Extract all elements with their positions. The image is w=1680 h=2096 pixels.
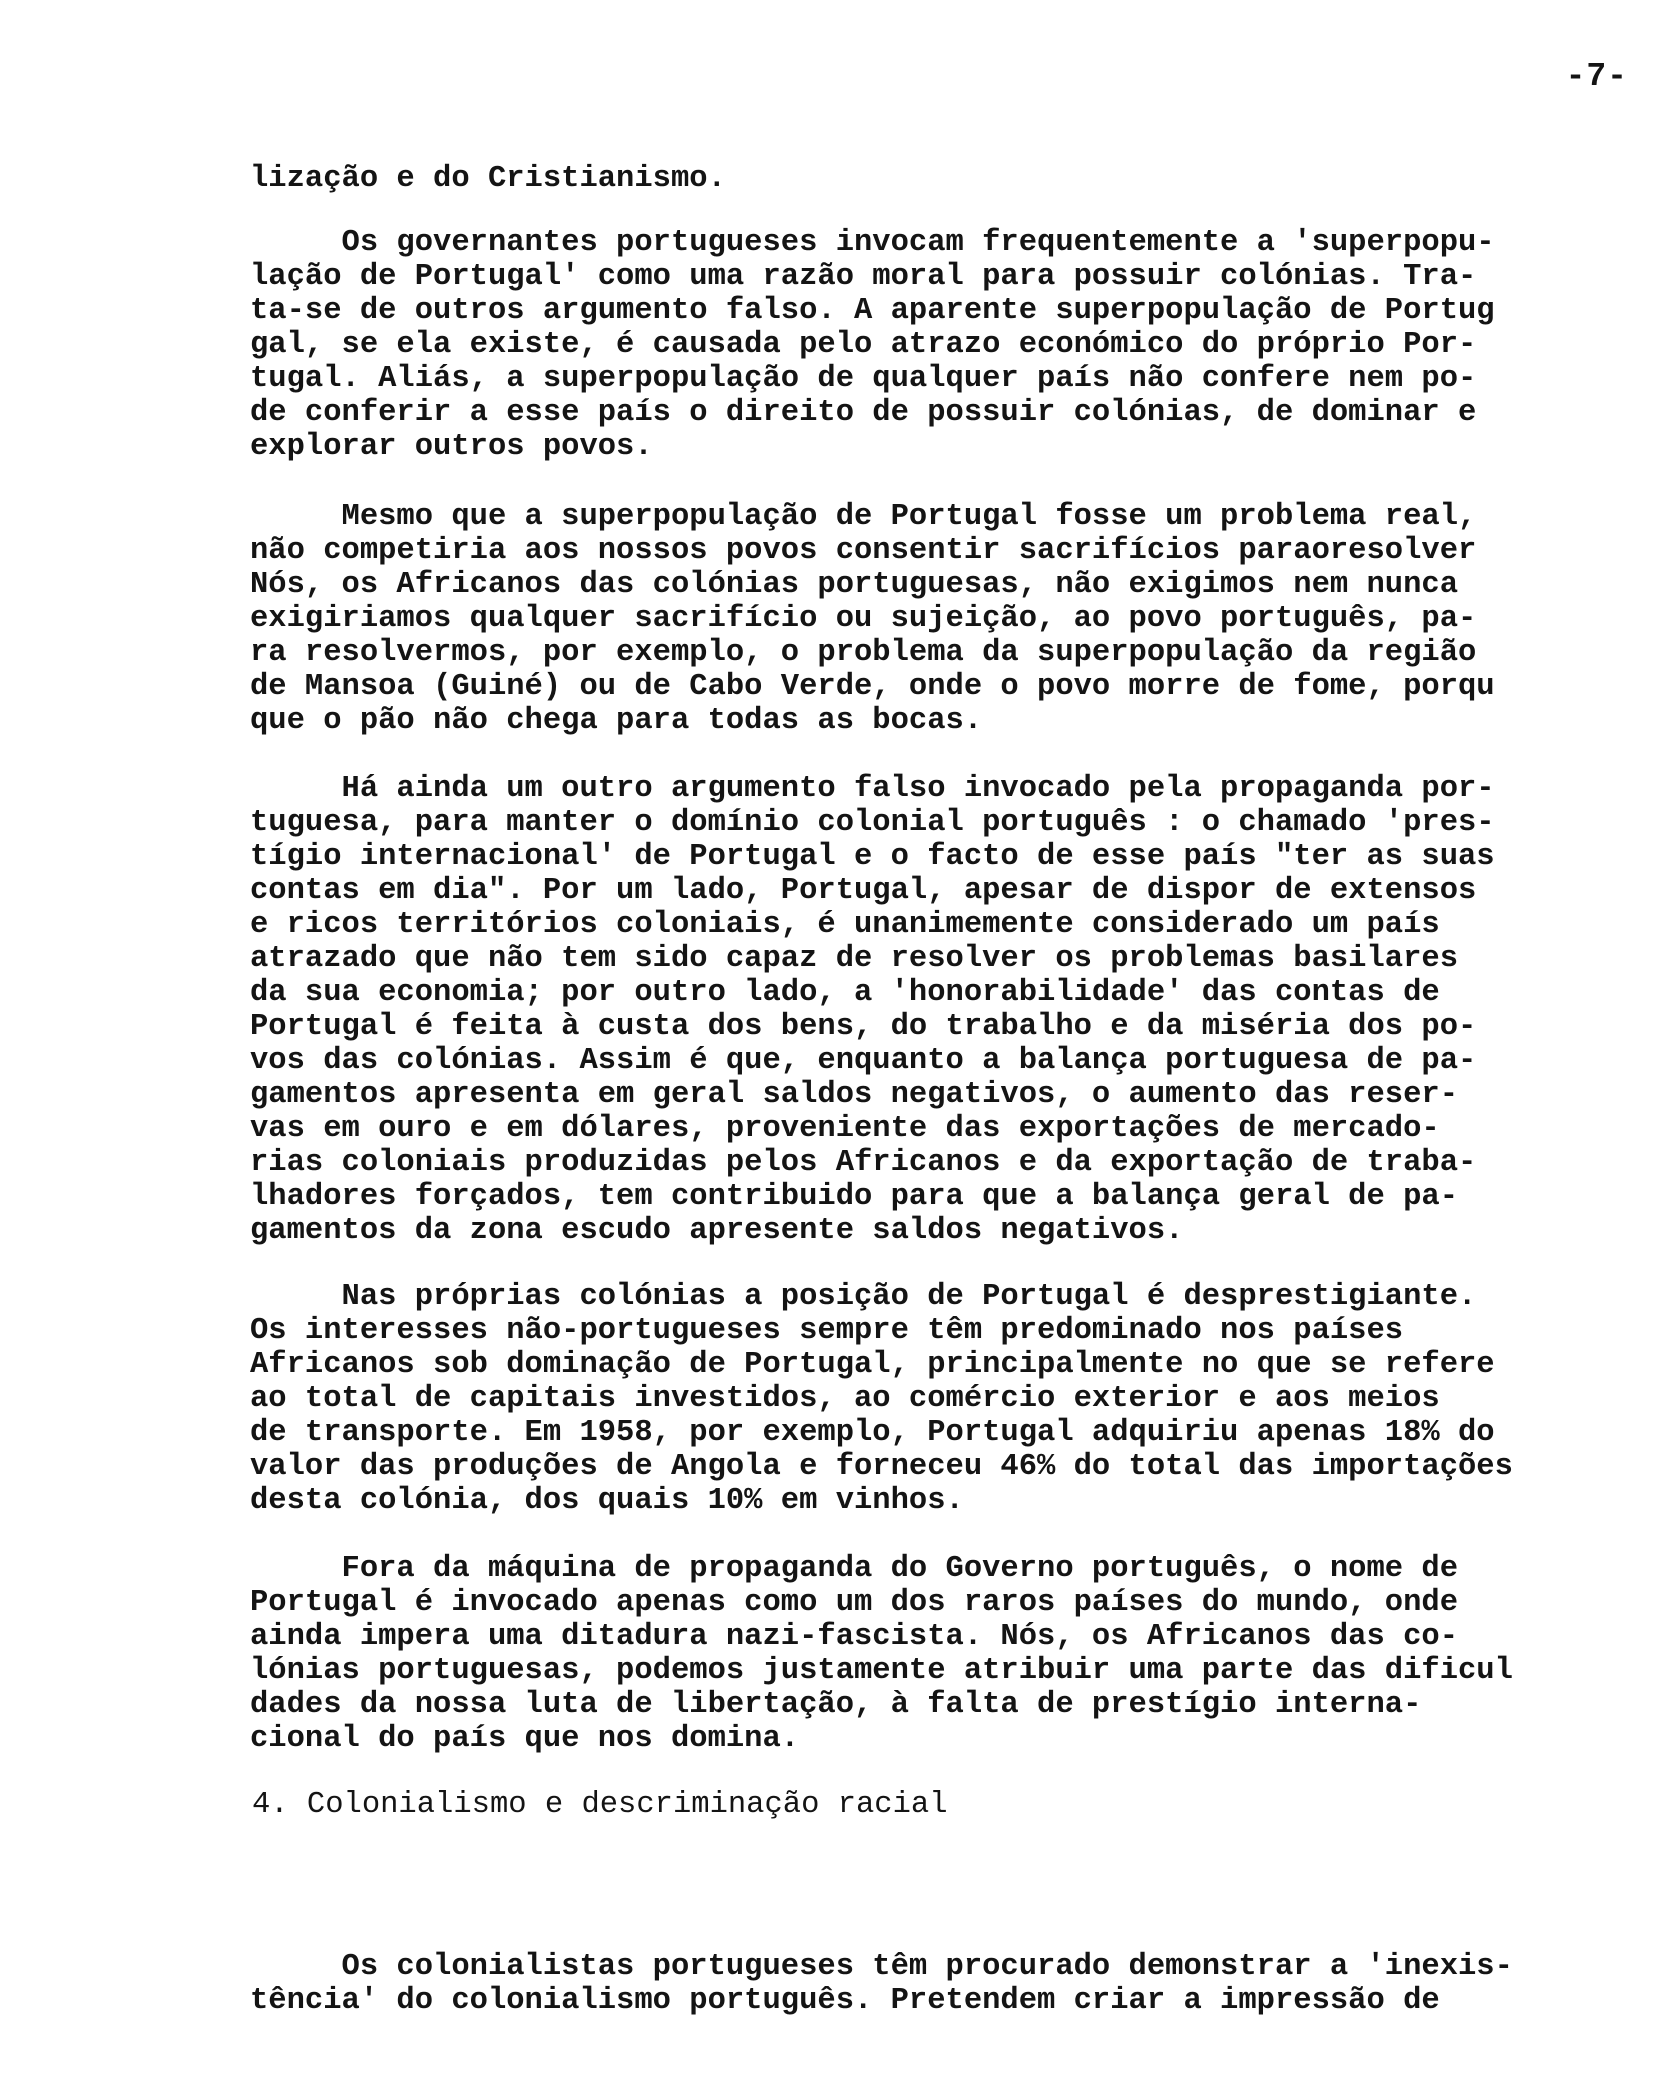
text-line: lação de Portugal' como uma razão moral para possuir colónias. Tra-: [250, 260, 1477, 294]
text-line: tígio internacional' de Portugal e o facto de esse país "ter as suas: [250, 840, 1495, 874]
text-line: Os interesses não-portugueses sempre têm predominado nos países: [250, 1314, 1404, 1348]
text-line: ao total de capitais investidos, ao comércio exterior e aos meios: [250, 1382, 1440, 1416]
text-line: Os colonialistas portugueses têm procurado demonstrar a 'inexis-: [250, 1950, 1513, 1984]
text-line: ta-se de outros argumento falso. A aparente superpopulação de Portug: [250, 294, 1495, 328]
text-line: Nós, os Africanos das colónias portuguesas, não exigimos nem nunca: [250, 568, 1458, 602]
text-line: exigiriamos qualquer sacrifício ou sujeição, ao povo português, pa-: [250, 602, 1477, 636]
text-line: Nas próprias colónias a posição de Portugal é desprestigiante.: [250, 1280, 1477, 1314]
page-number: -7-: [1565, 58, 1628, 95]
text-line: Os governantes portugueses invocam frequentemente a 'superpopu-: [250, 226, 1495, 260]
text-line: lhadores forçados, tem contribuido para que a balança geral de pa-: [250, 1180, 1458, 1214]
text-line: da sua economia; por outro lado, a 'honorabilidade' das contas de: [250, 976, 1440, 1010]
text-line: gamentos da zona escudo apresente saldos negativos.: [250, 1214, 1184, 1248]
text-line: vos das colónias. Assim é que, enquanto a balança portuguesa de pa-: [250, 1044, 1477, 1078]
text-line: desta colónia, dos quais 10% em vinhos.: [250, 1484, 964, 1518]
text-line: tuguesa, para manter o domínio colonial português : o chamado 'pres-: [250, 806, 1495, 840]
text-line: contas em dia". Por um lado, Portugal, apesar de dispor de extensos: [250, 874, 1477, 908]
text-line: e ricos territórios coloniais, é unanimemente considerado um país: [250, 908, 1440, 942]
text-line: lónias portuguesas, podemos justamente atribuir uma parte das dificul: [250, 1654, 1513, 1688]
text-line: Portugal é invocado apenas como um dos raros países do mundo, onde: [250, 1586, 1458, 1620]
text-line: rias coloniais produzidas pelos Africanos e da exportação de traba-: [250, 1146, 1477, 1180]
text-line: de conferir a esse país o direito de possuir colónias, de dominar e: [250, 396, 1477, 430]
text-line: de Mansoa (Guiné) ou de Cabo Verde, onde o povo morre de fome, porqu: [250, 670, 1495, 704]
text-line: vas em ouro e em dólares, proveniente das exportações de mercado-: [250, 1112, 1440, 1146]
text-line: atrazado que não tem sido capaz de resolver os problemas basilares: [250, 942, 1458, 976]
text-line: cional do país que nos domina.: [250, 1722, 800, 1756]
text-line: lização e do Cristianismo.: [250, 162, 726, 196]
text-line: não competiria aos nossos povos consentir sacrifícios paraoresolver: [250, 534, 1477, 568]
text-line: Portugal é feita à custa dos bens, do trabalho e da miséria dos po-: [250, 1010, 1477, 1044]
text-line: Africanos sob dominação de Portugal, principalmente no que se refere: [250, 1348, 1495, 1382]
text-line: explorar outros povos.: [250, 430, 653, 464]
text-line: gal, se ela existe, é causada pelo atrazo económico do próprio Por-: [250, 328, 1477, 362]
text-line: valor das produções de Angola e forneceu 46% do total das importações: [250, 1450, 1513, 1484]
text-line: que o pão não chega para todas as bocas.: [250, 704, 983, 738]
text-line: de transporte. Em 1958, por exemplo, Portugal adquiriu apenas 18% do: [250, 1416, 1495, 1450]
text-line: dades da nossa luta de libertação, à falta de prestígio interna-: [250, 1688, 1422, 1722]
text-line: Fora da máquina de propaganda do Governo português, o nome de: [250, 1552, 1458, 1586]
text-line: Há ainda um outro argumento falso invocado pela propaganda por-: [250, 772, 1495, 806]
text-line: ra resolvermos, por exemplo, o problema da superpopulação da região: [250, 636, 1477, 670]
text-line: gamentos apresenta em geral saldos negativos, o aumento das reser-: [250, 1078, 1458, 1112]
text-line: Mesmo que a superpopulação de Portugal fosse um problema real,: [250, 500, 1477, 534]
section-heading: 4. Colonialismo e descriminação racial: [252, 1788, 948, 1822]
text-line: tugal. Aliás, a superpopulação de qualquer país não confere nem po-: [250, 362, 1477, 396]
text-line: ainda impera uma ditadura nazi-fascista. Nós, os Africanos das co-: [250, 1620, 1458, 1654]
text-line: tência' do colonialismo português. Pretendem criar a impressão de: [250, 1984, 1440, 2018]
